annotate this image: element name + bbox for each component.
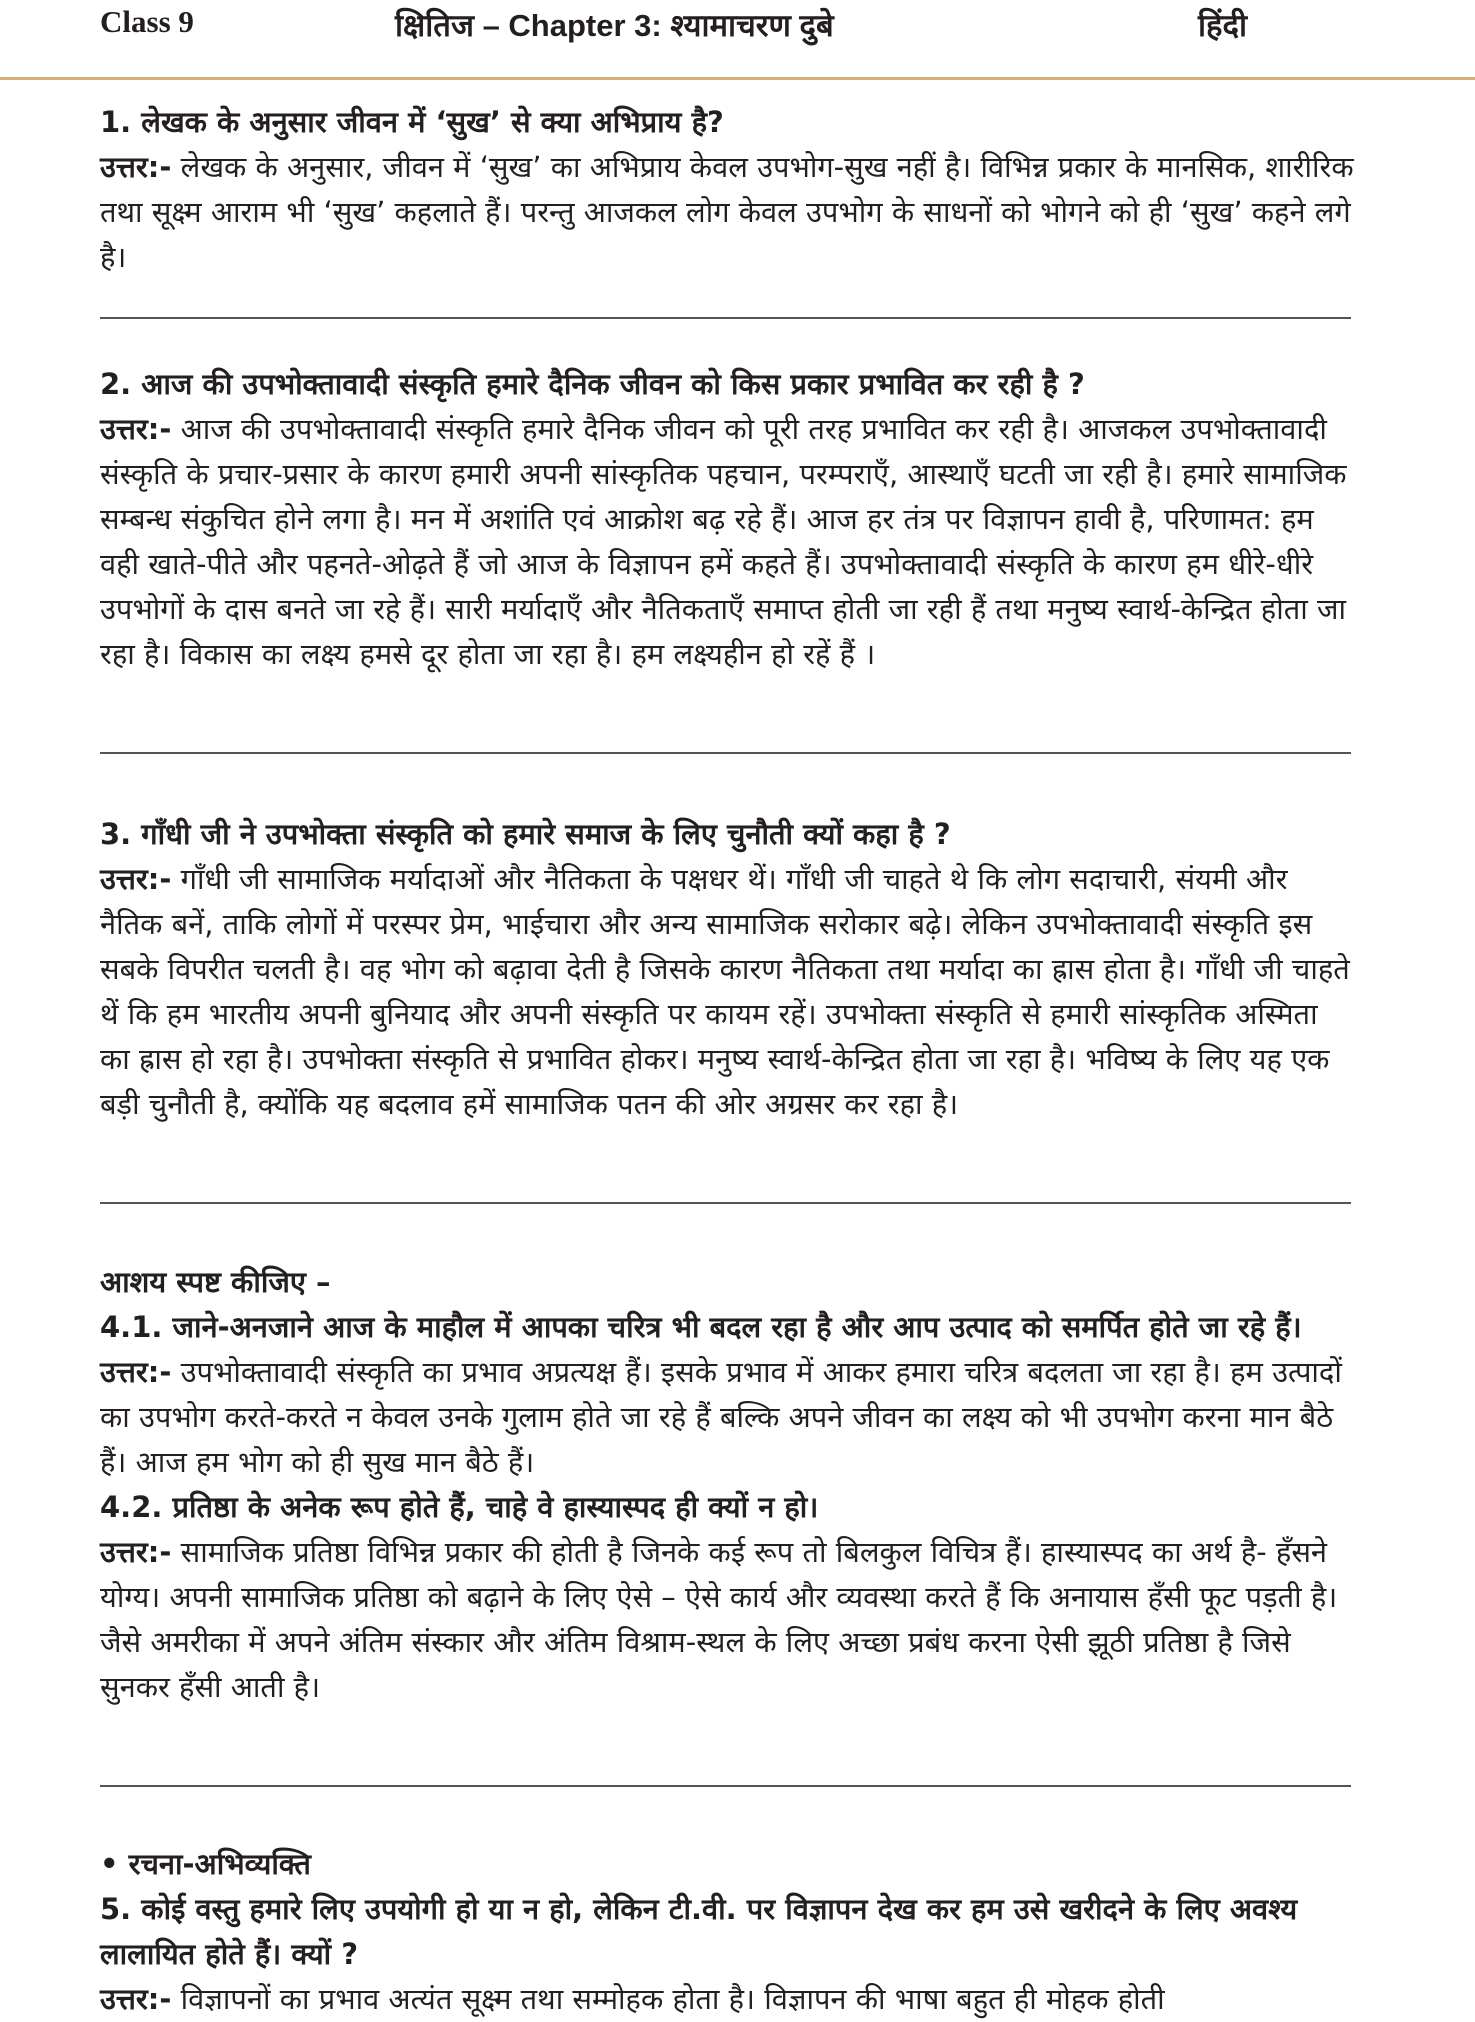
answer-text xyxy=(100,1530,1355,1710)
question-section-2 xyxy=(100,362,1355,677)
question-text: 4.1. जाने-अनजाने आज के माहौल में आपका चरित्र भी बदल रहा है और आप उत्पाद को समर्पित होते जा रहे हैं। xyxy=(100,1310,1302,1344)
answer-label: उत्तर:- xyxy=(100,150,172,184)
answer-body: विज्ञापनों का प्रभाव अत्यंत सूक्ष्म तथा सम्मोहक होता है। विज्ञापन की भाषा बहुत ही मोहक होती xyxy=(180,1982,1165,2016)
question-text: 2. आज की उपभोक्तावादी संस्कृति हमारे दैनिक जीवन को किस प्रकार प्रभावित कर रही है ? xyxy=(100,367,1085,401)
answer-text xyxy=(100,407,1355,677)
section-divider xyxy=(100,1202,1351,1204)
answer-text xyxy=(100,1350,1355,1485)
section-divider xyxy=(100,752,1351,754)
question-text: 1. लेखक के अनुसार जीवन में ‘सुख’ से क्या अभिप्राय है? xyxy=(100,105,724,139)
chapter-title: क्षितिज – Chapter 3: श्यामाचरण दुबे xyxy=(395,8,834,43)
header-divider xyxy=(0,77,1475,80)
section-heading: • रचना-अभिव्यक्ति xyxy=(100,1847,311,1881)
answer-body: गाँधी जी सामाजिक मर्यादाओं और नैतिकता के पक्षधर थें। गाँधी जी चाहते थे कि लोग सदाचारी, संयमी और नैतिक बनें, ताकि लोगों में परस्पर प्रेम, भाईचारा और अन्य सामाजिक सरोकार बढ़े। लेकिन उपभोक्तावादी संस्कृति इस सबके विपरीत चलती है। वह भोग को बढ़ावा देती है जिसके कारण नैतिकता तथा मर्यादा का ह्रास होता है। गाँधी जी चाहते थें कि हम भारतीय अपनी बुनियाद और अपनी संस्कृति पर कायम रहें। उपभोक्ता संस्कृति से हमारी सांस्कृतिक अस्मिता का ह्रास हो रहा है। उपभोक्ता संस्कृति से प्रभावित होकर। मनुष्य स्वार्थ-केन्द्रित होता जा रहा है। भविष्य के लिए यह एक बड़ी चुनौती है, क्योंकि यह बदलाव हमें सामाजिक पतन की ओर अग्रसर कर रहा है। xyxy=(100,862,1350,1121)
answer-label: उत्तर:- xyxy=(100,412,172,446)
question-text: 4.2. प्रतिष्ठा के अनेक रूप होते हैं, चाहे वे हास्यास्पद ही क्यों न हो। xyxy=(100,1490,819,1524)
answer-label: उत्तर:- xyxy=(100,862,172,896)
answer-body: लेखक के अनुसार, जीवन में ‘सुख’ का अभिप्राय केवल उपभोग-सुख नहीं है। विभिन्न प्रकार के मानसिक, शारीरिक तथा सूक्ष्म आराम भी ‘सुख’ कहलाते हैं। परन्तु आजकल लोग केवल उपभोग के साधनों को भोगने को ही ‘सुख’ कहने लगे है। xyxy=(100,150,1354,274)
subject-label: हिंदी xyxy=(1198,8,1247,44)
class-label: Class 9 xyxy=(100,4,194,39)
section-divider xyxy=(100,317,1351,319)
question-text: 3. गाँधी जी ने उपभोक्ता संस्कृति को हमारे समाज के लिए चुनौती क्यों कहा है ? xyxy=(100,817,951,851)
section-heading: आशय स्पष्ट कीजिए – xyxy=(100,1265,331,1299)
question-text: 5. कोई वस्तु हमारे लिए उपयोगी हो या न हो, लेकिन टी.वी. पर विज्ञापन देख कर हम उसे खरीदने के लिए अवश्य लालायित होते हैं। क्यों ? xyxy=(100,1892,1298,1971)
rachna-section xyxy=(100,1842,1355,2022)
question-section-1 xyxy=(100,100,1355,280)
answer-label: उत्तर:- xyxy=(100,1982,172,2016)
question-section-3 xyxy=(100,812,1355,1127)
answer-label: उत्तर:- xyxy=(100,1355,172,1389)
answer-body: सामाजिक प्रतिष्ठा विभिन्न प्रकार की होती है जिनके कई रूप तो बिलकुल विचित्र हैं। हास्यास्पद का अर्थ है- हँसने योग्य। अपनी सामाजिक प्रतिष्ठा को बढ़ाने के लिए ऐसे – ऐसे कार्य और व्यवस्था करते हैं कि अनायास हँसी फूट पड़ती है। जैसे अमरीका में अपने अंतिम संस्कार और अंतिम विश्राम-स्थल के लिए अच्छा प्रबंध करना ऐसी झूठी प्रतिष्ठा है जिसे सुनकर हँसी आती है। xyxy=(100,1535,1338,1704)
answer-label: उत्तर:- xyxy=(100,1535,172,1569)
answer-text xyxy=(100,145,1355,280)
section-divider xyxy=(100,1785,1351,1787)
answer-text xyxy=(100,1977,1355,2022)
answer-body: आज की उपभोक्तावादी संस्कृति हमारे दैनिक जीवन को पूरी तरह प्रभावित कर रही है। आजकल उपभोक्तावादी संस्कृति के प्रचार-प्रसार के कारण हमारी अपनी सांस्कृतिक पहचान, परम्पराएँ, आस्थाएँ घटती जा रही है। हमारे सामाजिक सम्बन्ध संकुचित होने लगा है। मन में अशांति एवं आक्रोश बढ़ रहे हैं। आज हर तंत्र पर विज्ञापन हावी है, परिणामत: हम वही खाते-पीते और पहनते-ओढ़ते हैं जो आज के विज्ञापन हमें कहते हैं। उपभोक्तावादी संस्कृति के कारण हम धीरे-धीरे उपभोगों के दास बनते जा रहे हैं। सारी मर्यादाएँ और नैतिकताएँ समाप्त होती जा रही हैं तथा मनुष्य स्वार्थ-केन्द्रित होता जा रहा है। विकास का लक्ष्य हमसे दूर होता जा रहा है। हम लक्ष्यहीन हो रहें हैं । xyxy=(100,412,1347,671)
answer-text xyxy=(100,857,1355,1127)
aashay-section xyxy=(100,1260,1355,1710)
answer-body: उपभोक्तावादी संस्कृति का प्रभाव अप्रत्यक्ष हैं। इसके प्रभाव में आकर हमारा चरित्र बदलता जा रहा है। हम उत्पादों का उपभोग करते-करते न केवल उनके गुलाम होते जा रहे हैं बल्कि अपने जीवन का लक्ष्य को भी उपभोग करना मान बैठे हैं। आज हम भोग को ही सुख मान बैठे हैं। xyxy=(100,1355,1342,1479)
